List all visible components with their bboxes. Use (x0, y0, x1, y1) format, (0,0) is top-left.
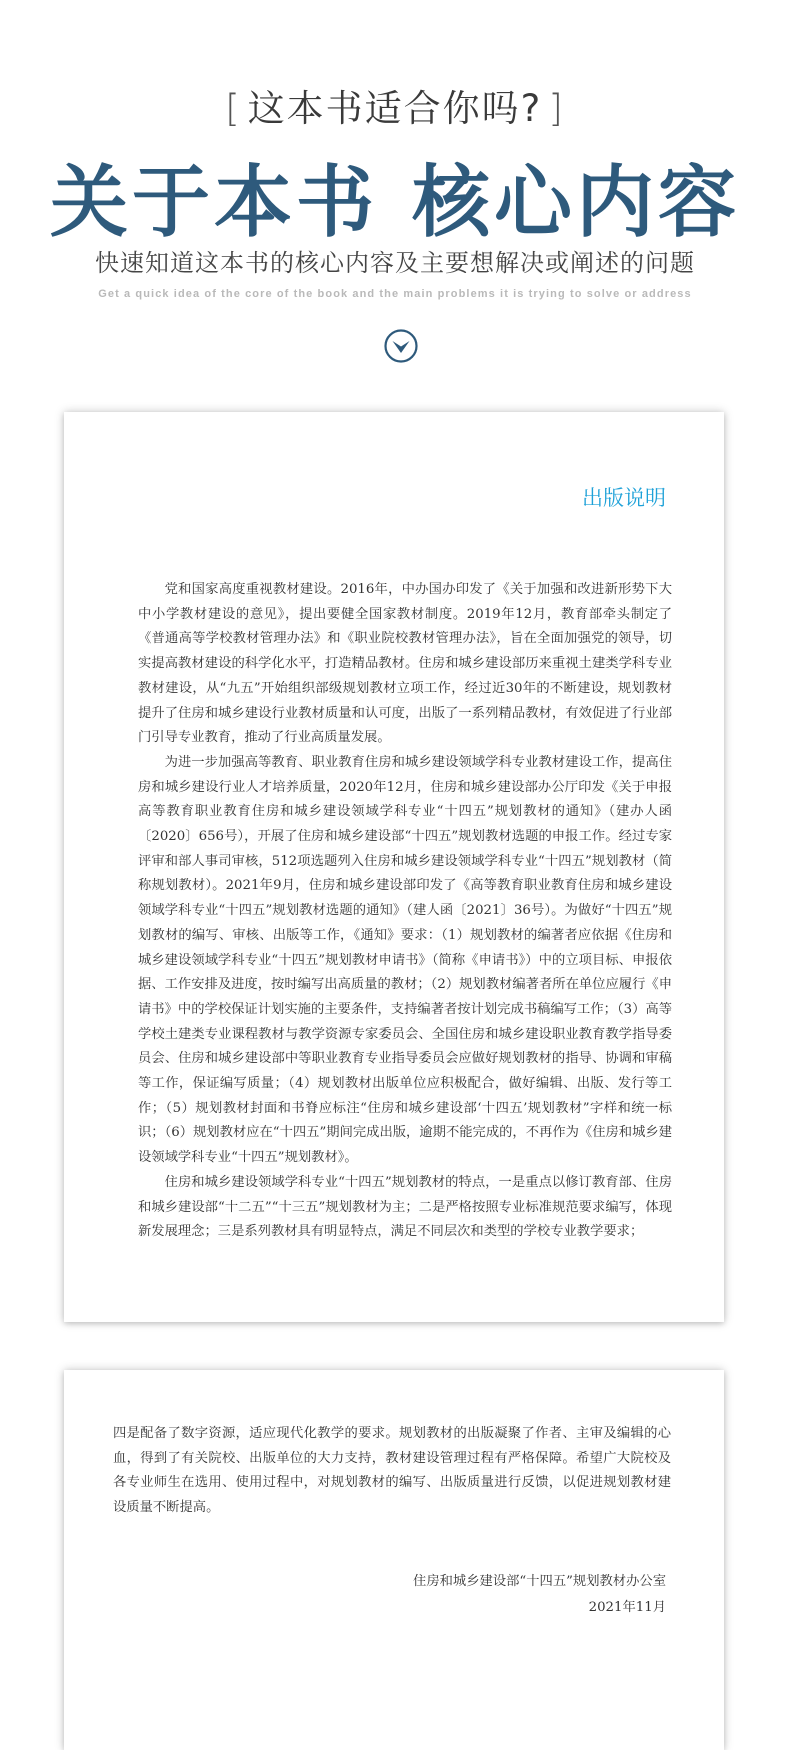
header-section (0, 0, 790, 400)
preface-continuation (113, 1422, 671, 1521)
signature-organization: 住房和城乡建设部“十四五”规划教材办公室 (413, 1574, 666, 1589)
subtitle-english: Get a quick idea of the core of the book and the main problems it is trying to solve or address (98, 288, 692, 300)
preface-paragraph-continued: 四是配备了数字资源，适应现代化教学的要求。规划教材的出版凝聚了作者、主审及编辑的心血，得到了有关院校、出版单位的大力支持，教材建设管理过程有严格保障。希望广大院校及各专业师生在选用、使用过程中，对规划教材的编写、出版质量进行反馈，以促进规划教材建设质量不断提高。 (113, 1426, 671, 1516)
bracket-left: [ (225, 87, 242, 130)
main-title-part1: 关于本书 (49, 157, 378, 248)
preface-paragraph-1: 党和国家高度重视教材建设。2016年，中办国办印发了《关于加强和改进新形势下大中小学教材建设的意见》，提出要健全国家教材制度。2019年12月，教育部牵头制定了《普通高等学校教材管理办法》和《职业院校教材管理办法》，旨在全面加强党的领导，切实提高教材建设的科学化水平，打造精品教材。住房和城乡建设部历来重视土建类学科专业教材建设，从“九五”开始组织部级规划教材立项工作，经过近30年的不断建设，规划教材提升了住房和城乡建设行业教材质量和认可度，出版了一系列精品教材，有效促进了行业部门引导专业教育，推动了行业高质量发展。 (138, 582, 672, 746)
chevron-down-circle-icon[interactable] (383, 328, 419, 364)
main-title-part2: 核心内容 (412, 157, 741, 248)
fit-question (0, 78, 790, 132)
preface-page-1 (64, 412, 724, 1322)
signature-date: 2021年11月 (588, 1600, 666, 1615)
preface-body (138, 578, 672, 1245)
fit-question-text: 这本书适合你吗? (247, 87, 543, 130)
subtitle: 快速知道这本书的核心内容及主要想解决或阐述的问题 (95, 249, 695, 277)
preface-page-2 (64, 1370, 724, 1750)
preface-paragraph-3: 住房和城乡建设领域学科专业“十四五”规划教材的特点，一是重点以修订教育部、住房和城乡建设部“十二五”“十三五”规划教材为主；二是严格按照专业标准规范要求编写，体现新发展理念；三是系列教材具有明显特点，满足不同层次和类型的学校专业教学要求； (138, 1174, 672, 1240)
preface-paragraph-2: 为进一步加强高等教育、职业教育住房和城乡建设领域学科专业教材建设工作，提高住房和城乡建设行业人才培养质量，2020年12月，住房和城乡建设部办公厅印发《关于申报高等教育职业教育住房和城乡建设领域学科专业“十四五”规划教材的通知》（建办人函〔2020〕656号），开展了住房和城乡建设部“十四五”规划教材选题的申报工作。经过专家评审和部人事司审核，512项选题列入住房和城乡建设领域学科专业“十四五”规划教材（简称规划教材）。2021年9月，住房和城乡建设部印发了《高等教育职业教育住房和城乡建设领域学科专业“十四五”规划教材选题的通知》（建人函〔2021〕36号）。为做好“十四五”规划教材的编写、审核、出版等工作，《通知》要求：（1）规划教材的编著者应依据《住房和城乡建设领域学科专业“十四五”规划教材申请书》（简称《申请书》）中的立项目标、申报依据、工作安排及进度，按时编写出高质量的教材；（2）规划教材编著者所在单位应履行《申请书》中的学校保证计划实施的主要条件，支持编著者按计划完成书稿编写工作；（3）高等学校土建类专业课程教材与教学资源专家委员会、全国住房和城乡建设职业教育教学指导委员会、住房和城乡建设部中等职业教育专业指导委员会应做好规划教材的指导、协调和审稿等工作，保证编写质量；（4）规划教材出版单位应积极配合，做好编辑、出版、发行等工作；（5）规划教材封面和书脊应标注“住房和城乡建设部‘十四五’规划教材”字样和统一标识；（6）规划教材应在“十四五”期间完成出版，逾期不能完成的，不再作为《住房和城乡建设领域学科专业“十四五”规划教材》。 (138, 754, 672, 1166)
bracket-right: ] (548, 87, 565, 130)
preface-title: 出版说明 (582, 486, 666, 510)
main-title (0, 140, 790, 252)
